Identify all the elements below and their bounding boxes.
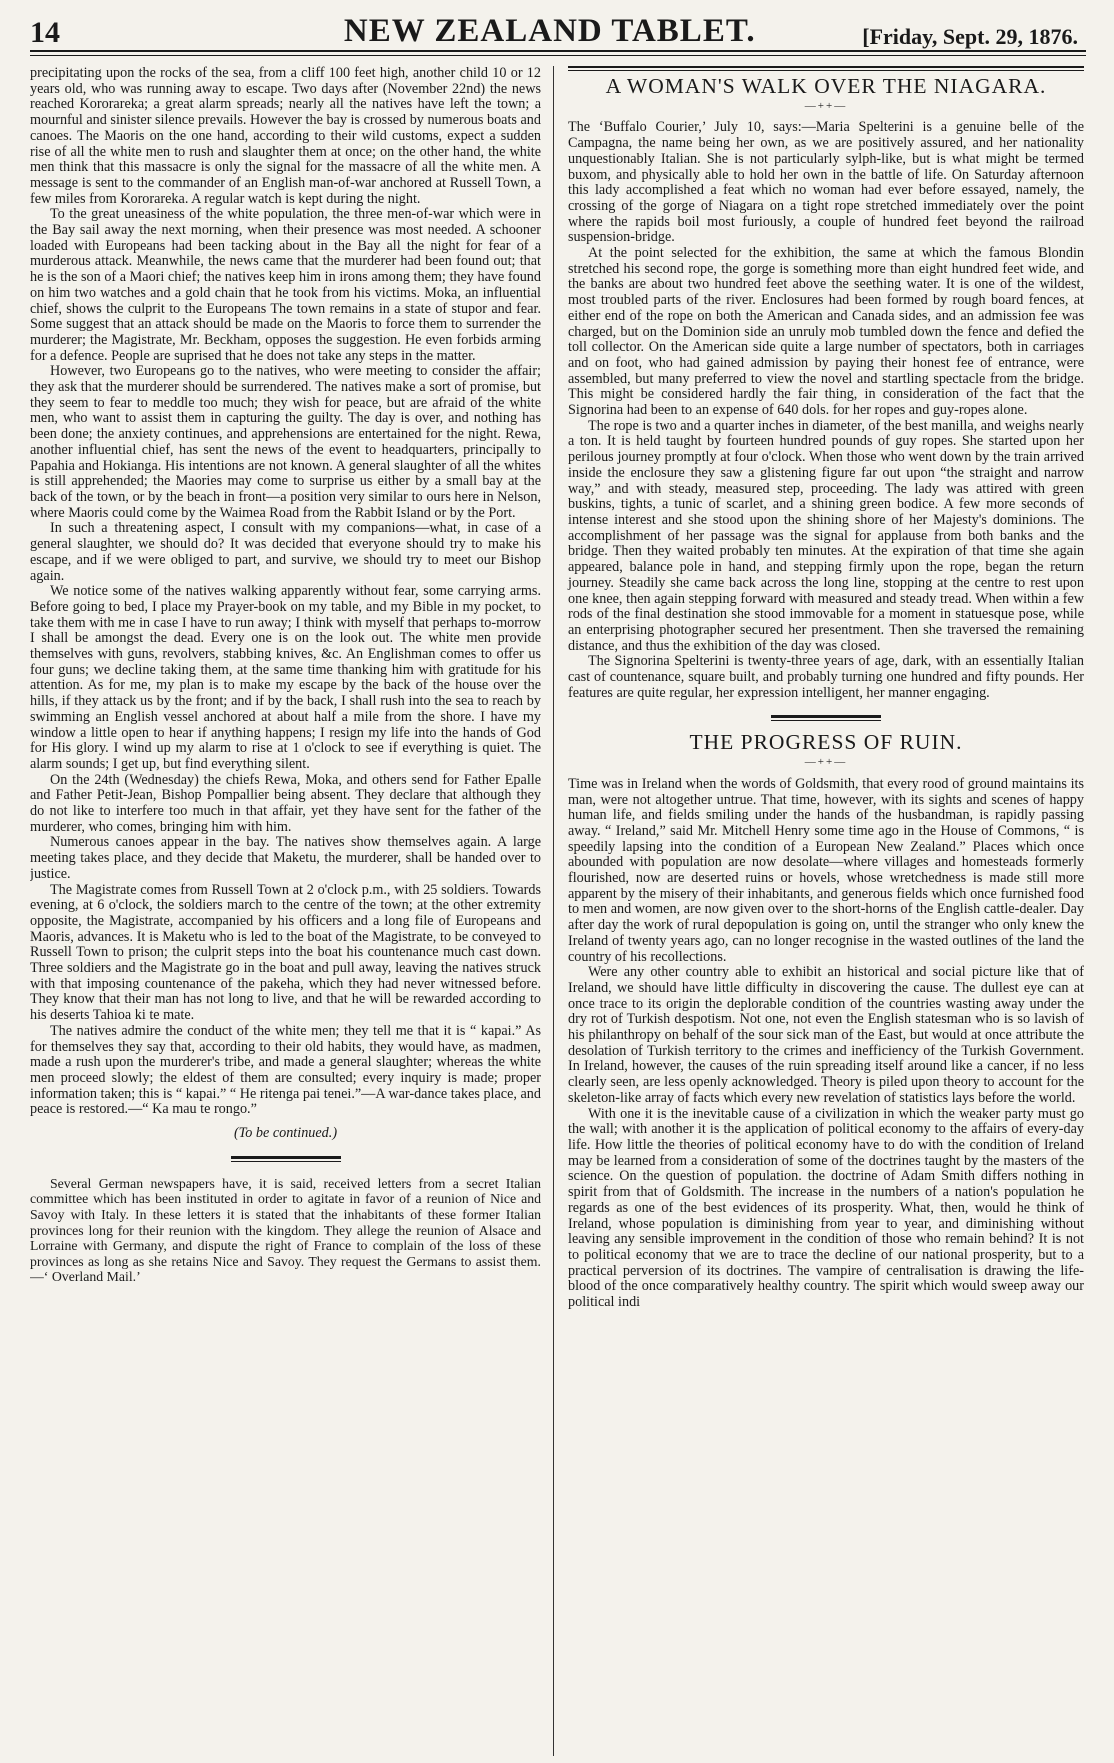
section-divider — [771, 715, 881, 721]
article-paragraph: The Signorina Spelterini is twenty-three years of age, dark, with an essentially Italian cast of countenance, square built, and probably turning one hundred and fifty pounds. Her features are quite regular, her expression intelligent, her manner engaging. — [568, 653, 1084, 701]
article-paragraph: The natives admire the conduct of the white men; they tell me that it is “ kapai.” As for themselves they say that, according to their old habits, they would have, as madmen, made a rush upon the murderer's tribe, and made a general slaughter; whereas the white men proceed slowly; the eldest of them are consulted; every inquiry is made; proper information taken; this is “ kapai.” “ He ritenga pai tenei.”—A war-dance takes place, and peace is restored.—“ Ka mau te rongo.” — [30, 1022, 541, 1118]
article-paragraph: The ‘Buffalo Courier,’ July 10, says:—Maria Spelterini is a genuine belle of the Campagna, the name being her own, as we are positively assured, and her nationality unquestionably Italian. She is not particularly sylph-like, but is what might be termed buxom, and physically able to hold her own in the battle of life. On Saturday afternoon this lady accomplished a feat which no woman had ever before essayed, namely, the crossing of the gorge of Niagara on a tight rope stretched immediately over the point where the rapids boil most furiously, a couple of hundred feet beyond the railroad suspension-bridge. — [568, 119, 1084, 246]
article-paragraph: We notice some of the natives walking apparently without fear, some carrying arms. Before going to bed, I place my Prayer-book on my table, and my Bible in my pocket, to take them with me in case I have to run away; I think with myself that perhaps to-morrow I shall be amongst the dead. Every one is on the look out. The white men provide themselves with guns, revolvers, stabbing knives, &c. An Englishman comes to offer us four guns; we decline taking them, at the same time thanking him with gratitude for his attention. As for me, my plan is to make my escape by the back of the house over the hills, if they attack us by the front; and if by the back, I shall rush into the sea to reach by swimming an English vessel anchored at about half a mile from the shore. I have my window a little open to hear if anything happens; I resign my life into the hands of God for His glory. I wind up my alarm to rise at 1 o'clock to see if everything is quiet. The alarm sounds; I get up, but find everything silent. — [30, 583, 541, 772]
article-paragraph: At the point selected for the exhibition, the same at which the famous Blondin stretched his second rope, the gorge is something more than eight hundred feet wide, and the banks are about two hundred feet above the seething water. It is one of the wildest, most troubled parts of the river. Enclosures had been formed by rough board fences, at either end of the rope on both the American and Canada sides, and an admission fee was charged, but on the Dominion side an unruly mob tumbled down the fence and defied the toll collector. On the American side quite a large number of spectators, both in carriages and on foot, who had gained admission by paying their honest fee of entrance, were assembled, but many preferred to view the novel and startling spectacle from the bridge. This might be considered hardly the fair thing, in consideration of the fact that the Signorina had been to an expense of 640 dols. for her ropes and guy-ropes alone. — [568, 245, 1084, 419]
article-paragraph: The Magistrate comes from Russell Town at 2 o'clock p.m., with 25 soldiers. Towards evening, at 6 o'clock, the soldiers march to the centre of the town; at the other extremity opposite, the Magistrate, accompanied by his officers and a long file of Europeans and Maoris, advances. It is Maketu who is led to the boat of the Magistrate, to be conveyed to Russell Town to prison; the culprit steps into the boat his countenance much cast down. Three soldiers and the Magistrate go in the boat and pull away, leaving the natives struck with that imposing countenance of the pakeha, which they had never witnessed before. They know that their man has not long to live, and that he will be rewarded according to his deserts Tahioa ki te mate. — [30, 881, 541, 1024]
article-paragraph: To the great uneasiness of the white population, the three men-of-war which were in the Bay sail away the next morning, when their presence was most needed. A schooner loaded with Europeans had been tacking about in the Bay all the night for fear of a murderous attack. Meanwhile, the news came that the murderer had been found out; that he is the son of a Maori chief; the natives keep him in irons among them; they have found on him two watches and a gold chain that he took from his victims. Moka, an influential chief, shows the culprit to the Europeans The town remains in a state of stupor and fear. Some suggest that an attack should be made on the Maoris to force them to surrender the murderer; the Magistrate, Mr. Beckham, opposes the suggestion. He even forbids arming for a defence. People are suprised that he does not take any steps in the matter. — [30, 206, 541, 364]
article-paragraph: With one it is the inevitable cause of a civilization in which the weaker party must go the wall; with another it is the application of political economy to the affairs of every-day life. How little the theories of political economy have to do with the condition of Ireland may be learned from a consideration of some of the doctrines taught by the masters of the science. On the question of population. the doctrine of Adam Smith differs nothing in spirit from that of Goldsmith. The increase in the numbers of a nation's population he regards as one of the best evidences of its prosperity. What, then, would he think of Ireland, whose population is diminishing from year to year, and diminishing without leaving any sensible improvement in the condition of those who remain behind? It is not to political economy that we are to trace the decline of our national prosperity, but to a practical perversion of its doctrines. The vampire of centralisation is drawing the life-blood of the once comparatively healthy country. The spirit which would sweep away our political indi — [568, 1105, 1084, 1311]
article-paragraph: Time was in Ireland when the words of Goldsmith, that every rood of ground maintains its man, were not altogether untrue. That time, however, with its sights and scenes of happy human life, and fields smiling under the hands of the husbandman, is rapidly passing away. “ Ireland,” said Mr. Mitchell Henry some time ago in the House of Commons, “ is speedily lapsing into the condition of a European New Zealand.” Places which once abounded with population are now desolate—where villages and homesteads formerly flourished, now are deserted ruins or hovels, whose wretchedness is made still more apparent by the misery of their inhabitants, and generous fields which once furnished food to men and women, are now given over to the short-horns of the English cattle-dealer. Day after day the work of rural depopulation is going on, until the stranger who only knew the Ireland of twenty years ago, can no longer recognise in the wasted outlines of the land the country of his recollections. — [568, 775, 1084, 965]
article-paragraph: Numerous canoes appear in the bay. The natives show themselves again. A large meeting takes place, and they decide that Maketu, the murderer, shall be handed over to justice. — [30, 834, 541, 882]
page-number: 14 — [30, 16, 60, 49]
article-heading: A WOMAN'S WALK OVER THE NIAGARA. — [605, 74, 1047, 98]
article-paragraph: The rope is two and a quarter inches in diameter, of the best manilla, and weighs nearly a ton. It is held taught by fourteen hundred pounds of guy ropes. She started upon her perilous journey promptly at four o'clock. When those who went down by the train arrived inside the enclosure they saw a glistening figure far out upon “the straight and narrow way,” and with steady, measured step, proceeding. The lady was attired with green buskins, tights, a tunic of scarlet, and a shining green bodice. A few more seconds of intense interest and she stood upon the shining shore of her Majesty's dominions. The accomplishment of her passage was the signal for applause from both banks and the bridge. Then they waited probably ten minutes. At the expiration of that time she again appeared, balance pole in hand, and stepping firmly upon the rope, began the return journey. Steadily she came back across the long line, stopping at the centre to rest upon one knee, then again stepping forward with measured and steady tread. When within a few rods of the final destination she stood immovable for a moment in statuesque pose, while an enterprising photographer secured her presentment. Then she traversed the remaining distance, and thus the exhibition of the day was closed. — [568, 417, 1084, 654]
article-heading: THE PROGRESS OF RUIN. — [689, 730, 963, 755]
section-divider — [231, 1156, 341, 1162]
masthead — [30, 10, 1086, 52]
top-rule — [568, 66, 1084, 71]
article-paragraph: precipitating upon the rocks of the sea, from a cliff 100 feet high, another child 10 or 12 years old, who was running away to escape. Two days after (November 22nd) the news reached Kororareka; a great alarm spreads; nearly all the natives have left the town; a mournful and sinister silence prevails. However the bay is crossed by numerous boats and canoes. The Maoris on the one hand, according to their wild customs, expect a sudden rise of all the white men to rush and slaughter them at once; on the other hand, the white men think that this massacre is only the signal for the massacre of all the white men. A message is sent to the commander of an English man-of-war anchored at Russell Town, a few miles from Kororareka. A regular watch is kept during the night. — [30, 66, 541, 207]
article-paragraph: In such a threatening aspect, I consult with my companions—what, in case of a general slaughter, we should do? It was decided that everyone should try to make his escape, and if we were obliged to part, and survive, we should try to meet our Bishop again. — [30, 520, 541, 584]
heading-ornament: —++— — [804, 99, 848, 112]
article-paragraph: Were any other country able to exhibit an historical and social picture like that of Ireland, we should have little difficulty in discovering the cause. The dullest eye can at once trace to its origin the deplorable condition of the countries wasting away under the dry rot of Turkish despotism. Not one, not even the English statesman who is so lavish of his philanthropy on behalf of the sour sick man of the East, but would at once attribute the desolation of Turkish territory to the crimes and inefficiency of the Turkish Government. In Ireland, however, the causes of the ruin spreading itself around like a cancer, if no less clearly seen, are less openly acknowledged. Theory is piled upon theory to account for the skeleton-like array of facts which every new revelation of statistics lays before the world. — [568, 964, 1084, 1106]
right-column — [553, 66, 1084, 1756]
newspaper-title: NEW ZEALAND TABLET. — [343, 13, 756, 49]
columns — [30, 66, 1086, 1756]
heading-ornament: —++— — [804, 756, 848, 769]
issue-date: [Friday, Sept. 29, 1876. — [862, 24, 1078, 49]
article-paragraph: However, two Europeans go to the natives, who were meeting to consider the affair; they ask that the murderer should be surrendered. The natives make a sort of promise, but they seem to fear to meddle too much; they wish for peace, but are afraid of the white men, who want to assist them in capturing the guilty. The day is over, and nothing has been done; the anxiety continues, and apprehensions are entertained for the night. Rewa, another influential chief, has sent the news of the event to headquarters, principally to Papahia and Hokianga. His intentions are not known. A general slaughter of all the whites is still apprehended; the Maories may come to surprise us either by a small bay at the back of the town, or by the beach in front—a position very similar to ours here in Nelson, where Maoris could come by the Waimea Road from the Rabbit Island or by the Port. — [30, 363, 541, 521]
left-column — [30, 66, 553, 1756]
continued-note: (To be continued.) — [233, 1125, 338, 1142]
news-brief: Several German newspapers have, it is said, received letters from a secret Italian committee which has been instituted in order to agitate in favor of a reunion of Nice and Savoy with Italy. In these letters it is stated that the inhabitants of these former Italian provinces long for their reunion with the kingdom. They allege the reunion of Alsace and Lorraine with Germany, and dispute the right of France to complain of the loss of these provinces as long as she retains Nice and Savoy. They request the Germans to assist them.—‘ Overland Mail.’ — [30, 1175, 541, 1285]
article-paragraph: On the 24th (Wednesday) the chiefs Rewa, Moka, and others send for Father Epalle and Father Petit-Jean, Bishop Pompallier being absent. They declare that although they do not like to interfere too much in that affair, yet they have sent for the father of the murderer, who comes, bringing him with him. — [30, 771, 541, 835]
